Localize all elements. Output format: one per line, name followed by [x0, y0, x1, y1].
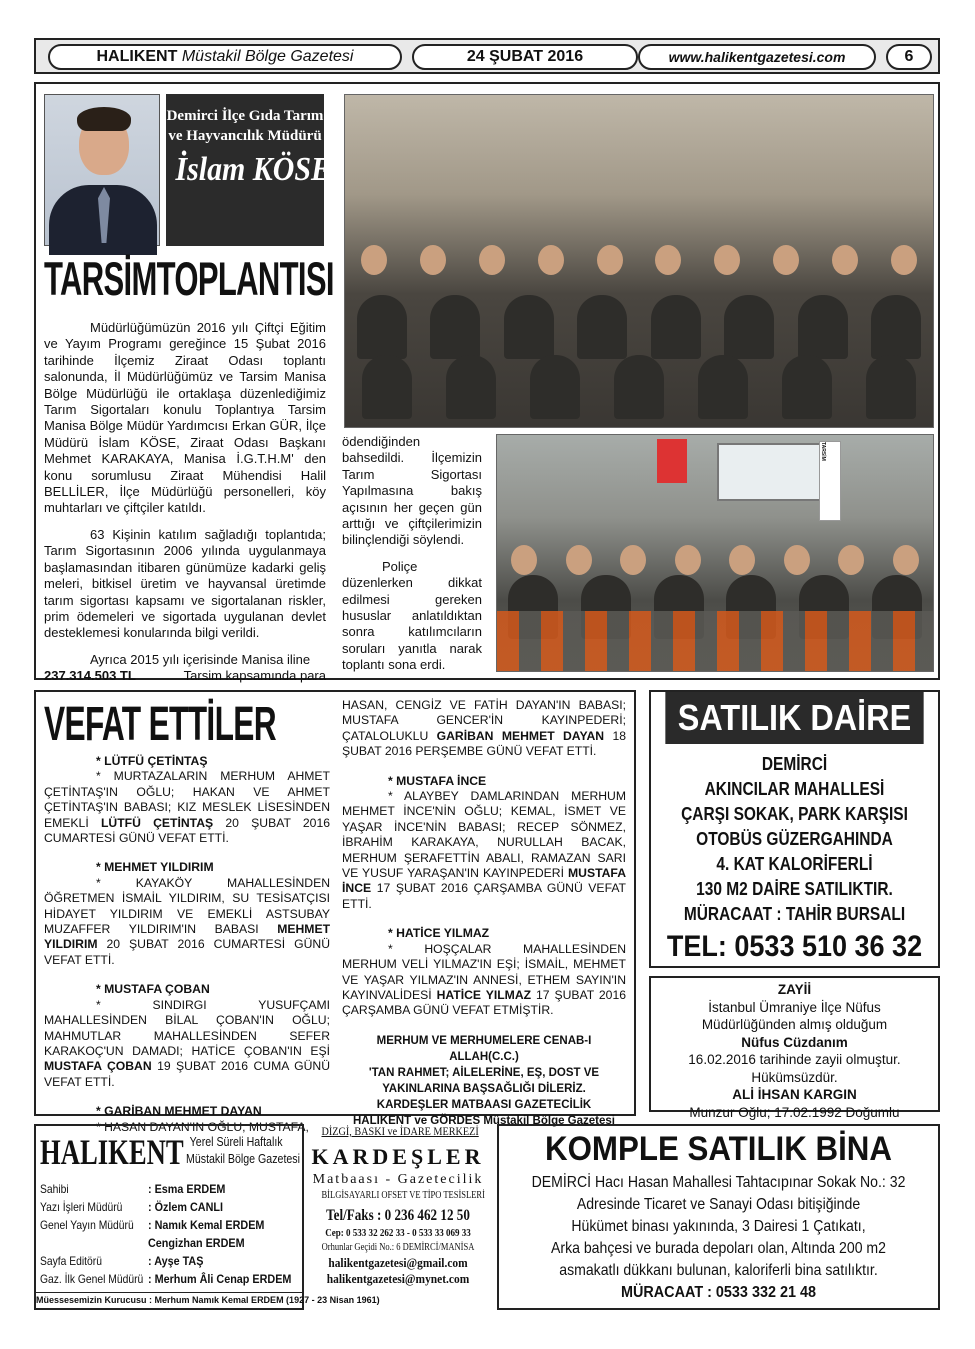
staff-row: Sahibi : Esma ERDEM — [40, 1182, 226, 1196]
obituary-entry — [44, 860, 330, 968]
printer-heading: DİZGİ, BASKI ve İDARE MERKEZİ — [321, 1124, 479, 1138]
founder-line: Müessesemizin Kurucusu : Merhum Namık Kemal ERDEM (1927 - 23 Nisan 1961) — [36, 1292, 302, 1308]
flag-icon — [657, 439, 687, 483]
printer-mobile[interactable]: Cep: 0 533 32 262 33 - 0 533 33 069 33 — [325, 1227, 471, 1239]
lost-notice-line: Hükümsüzdür. — [751, 1069, 838, 1085]
article-paragraph: ödendiğinden bahsedildi. İlçemizin Tarım Sigortası Yapılmasına bakış açısının her geçen gün arttığı ve çiftçilerimizin bilinçlendiği söylendi. — [342, 434, 482, 548]
lost-notice-owner: ALİ İHSAN KARGIN — [732, 1087, 857, 1102]
obituary-entry — [44, 982, 330, 1090]
staff-row: Yazı İşleri Müdürü : Özlem CANLI — [40, 1200, 224, 1214]
masthead-name: HALIKENT — [40, 1132, 184, 1172]
obituary-column-1 — [44, 754, 330, 1135]
building-sale-ad — [497, 1124, 940, 1310]
official-portrait — [44, 94, 160, 246]
masthead-subtitle: Yerel Süreli Haftalık Müstakil Bölge Gazetesi — [186, 1135, 300, 1166]
article-amount-line — [44, 668, 326, 684]
sale-ad-phone[interactable]: TEL: 0533 510 36 32 — [666, 930, 923, 963]
tarsim-article — [34, 82, 940, 684]
article-paragraph — [44, 652, 326, 668]
lost-notice-line: 16.02.2016 tarihinde zayii olmuştur. — [688, 1052, 901, 1067]
sale-ad-title: SATILIK DAİRE — [665, 692, 923, 744]
obituary-text: * HASAN DAYAN'IN OĞLU, MUSTAFA, — [96, 1119, 309, 1134]
masthead-box — [34, 1124, 380, 1310]
printer-info — [308, 1124, 488, 1310]
lost-notice-line: İstanbul Ümraniye İlçe Nüfus — [708, 999, 881, 1015]
tarsim-banner — [819, 441, 841, 521]
lost-notice-owner-info: Munzur Oğlu; 17.02.1992 Doğumlu — [689, 1104, 900, 1120]
building-ad-line: Hükümet binası yakınında, 3 Dairesi 1 Çatıkatı, — [571, 1218, 866, 1235]
obituary-text: * MURTAZALARIN MERHUM AHMET ÇETİNTAŞ'IN OĞLU; HAKAN VE AHMET ÇETİNTAŞ'IN BABASI; KIZ MESLEK LİSESİNDEN EMEKLİ LÜTFÜ ÇETİNTAŞ 20 ŞUBAT 2016 CUMARTESİ GÜNÜ VEFAT ETTİ. — [44, 769, 331, 846]
staff-row: Sayfa Editörü : Ayşe TAŞ — [40, 1254, 204, 1268]
article-column-2 — [342, 434, 482, 684]
article-amount: 237.314.503 TL — [44, 668, 136, 684]
obituary-text: * ALAYBEY DAMLARINDAN MERHUM MEHMET İNCE'NİN OĞLU; KEMAL, İSMET VE YAŞAR İNCE'NİN BABASI; RECEP SÖNMEZ, İBRAHİM KARAKAYA, NURULLAH BACAK, MERHUM ŞERAFETTİN ABALI, RAMAZAN SARI VE YUSUF YARAŞAN'IN KAYINPEDERİ MUSTAFA İNCE 17 ŞUBAT 2016 ÇARŞAMBA GÜNÜ VEFAT ETTİ. — [342, 789, 627, 911]
staff-row: Genel Yayın Müdürü : Namık Kemal ERDEM — [40, 1218, 265, 1232]
obituary-entry-cont: HASAN, CENGİZ VE FATİH DAYAN'IN BABASI; MUSTAFA GENCER'İN KAYINPEDERİ; ÇATALOLUKLU GARİBAN MEHMET DAYAN 18 ŞUBAT 2016 PERŞEMBE GÜNÜ VEFAT ETTİ. — [342, 698, 627, 759]
obituary-name: * MUSTAFA ÇOBAN — [96, 982, 210, 997]
staff-list — [40, 1180, 302, 1288]
newspaper-brand — [48, 44, 402, 70]
printer-address: Orhunlar Geçidi No.: 6 DEMİRCİ/MANİSA — [321, 1242, 475, 1253]
website-link[interactable]: www.halikentgazetesi.com — [638, 44, 876, 70]
condolence-message: MERHUM VE MERHUMELERE CENAB-I ALLAH(C.C.) 'TAN RAHMET; AİLELERİNE, EŞ, DOST VE YAKINLARINA BAŞSAĞLIĞI DİLERİZ. KARDEŞLER MATBAASI GAZETECİLİK HALIKENT ve GÖRDES Müstakil Bölge Gazetesi — [352, 1034, 615, 1127]
sale-ad-details: DEMİRCİ AKINCILAR MAHALLESİ ÇARŞI SOKAK, PARK KARŞISI OTOBÜS GÜZERGAHINDA 4. KAT KALORİFERLİ 130 M2 DAİRE SATILIKTIR. MÜRACAAT : TAHİR BURSALI — [681, 754, 908, 924]
projection-screen — [717, 443, 827, 501]
printer-email[interactable]: halikentgazetesi@gmail.com — [328, 1255, 468, 1270]
apartment-sale-ad — [649, 690, 940, 968]
staff-row: Gaz. İlk Genel Müdürü : Merhum Âli Cenap ERDEM — [40, 1272, 292, 1286]
printer-email[interactable]: halikentgazetesi@mynet.com — [326, 1271, 470, 1286]
meeting-photo-audience — [344, 94, 934, 428]
printer-name: KARDEŞLER — [311, 1144, 485, 1169]
article-headline: TARSİMTOPLANTISI — [44, 252, 334, 305]
obituary-text: * SINDIRGI YUSUFÇAMI MAHALLESİNDEN BİLAL ÇOBAN'IN OĞLU; MAHMUTLAR MAHALLESİNDEN SEFER KARAKOÇ'UN DAMADI; HATİCE ÇOBAN'IN EŞİ MUSTAFA ÇOBAN 19 ŞUBAT 2016 CUMA GÜNÜ VEFAT ETTİ. — [44, 997, 330, 1089]
printer-facilities: BİLGİSAYARLI OFSET VE TİPO TESİSLERİ — [321, 1190, 485, 1201]
obituary-title: VEFAT ETTİLER — [44, 698, 276, 751]
page-header — [34, 38, 940, 74]
obituary-entry — [342, 926, 626, 1018]
staff-row: Cengizhan ERDEM — [148, 1236, 245, 1250]
obituary-name: * LÜTFÜ ÇETİNTAŞ — [96, 754, 208, 768]
lost-notice-title: ZAYİİ — [777, 982, 812, 997]
issue-date: 24 ŞUBAT 2016 — [412, 44, 638, 70]
building-ad-title: KOMPLE SATILIK BİNA — [545, 1130, 892, 1168]
article-paragraph: Müdürlüğümüzün 2016 yılı Çiftçi Eğitim ve Yayım Programı gereğince 15 Şubat 2016 tarihinde İlçemiz Ziraat Odası toplantı salonunda, İl Müdürlüğümüz ve Tarsim Manisa Bölge Müdürlüğü ile ortaklaşa düzenlediğimiz Tarım Sigortaları konulu Toplantıya Tarsim Manisa Bölge Müdür Yardımcısı Erkan GÜR, İlçe Müdürü İslam KÖSE, Ziraat Odası Başkanı Mehmet KARAKAYA, Manisa İ.G.T.H.M' den konu sorumlusu Ziraat Mühendisi Halil BELLİLER, İlçe Müdürlüğü personelleri, köy muhtarları ve çiftçiler katıldı. — [44, 320, 326, 516]
article-paragraph: 63 Kişinin katılım sağladığı toplantıda; Tarım Sigortasının 2006 yılında uygulanmaya başlamasından itibaren günümüze kadarki geliş meleri, bitkisel üretim ve hayvansal üretimde tarım sigortası kapsamı ve sigortalanan riskler, prim ödemeleri ve sigortada uygulanan devlet desteklemesi konularında bilgi verildi. — [44, 526, 326, 641]
obituary-text: * KAYAKÖY MAHALLESİNDEN ÖĞRETMEN İSMAİL YILDIRIM, SU TESİSATÇISI HİDAYET YILDIRIM VE EMEKLİ ASTSUBAY MUZAFFER YILDIRIM'IN BABASI MEHMET YILDIRIM 20 ŞUBAT 2016 CUMARTESİ GÜNÜ VEFAT ETTİ. — [44, 875, 331, 967]
brand-tagline: Müstakil Bölge Gazetesi — [181, 48, 354, 65]
building-ad-line: Adresinde Ticaret ve Sanayi Odası bitişiğinde — [576, 1196, 861, 1213]
obituary-name: * MUSTAFA İNCE — [388, 773, 487, 788]
obituary-entry — [44, 754, 330, 846]
official-name: İslam KÖSE — [175, 151, 331, 188]
building-ad-line: DEMİRCİ Hacı Hasan Mahallesi Tahtacıpınar Sokak No.: 32 — [531, 1174, 906, 1191]
obituary-name: * GARİBAN MEHMET DAYAN — [96, 1104, 262, 1119]
lost-notice-line: Müdürlüğünden almış olduğum — [701, 1017, 888, 1032]
tarsim-banner-text: TARSİM — [820, 442, 826, 461]
building-ad-line: Arka bahçesi ve burada depoları olan, Altında 200 m2 — [550, 1240, 887, 1257]
building-ad-contact[interactable]: MÜRACAAT : 0533 332 21 48 — [620, 1284, 817, 1301]
meeting-photo-presentation — [496, 434, 934, 672]
building-ad-line: asmakatlı dükkanı bulunan, kaloriferli bina satılıktır. — [559, 1262, 878, 1279]
article-paragraph-text: Ayrıca 2015 yılı içerisinde Manisa iline — [90, 651, 311, 667]
article-amount-cont: Tarsim kapsamında para — [183, 668, 326, 684]
lost-document-notice — [649, 976, 940, 1120]
page-number: 6 — [886, 44, 932, 70]
obituary-entry — [342, 774, 626, 913]
official-role: Demirci İlçe Gıda Tarım ve Hayvancılık Müdürü — [166, 108, 324, 144]
obituary-text: * HOŞÇALAR MAHALLESİNDEN MERHUM VELİ YILMAZ'IN EŞİ; İSMAİL, MEHMET VE YAŞAR YILMAZ'IN ANNESİ, ETHEM SAYIN'IN KAYINVALİDESİ HATİCE YILMAZ 17 ŞUBAT 2016 ÇARŞAMBA GÜNÜ VEFAT ETMİŞTİR. — [342, 941, 627, 1018]
official-title-box — [166, 94, 331, 246]
article-paragraph: Poliçe düzenlerken dikkat edilmesi gereken hususlar anlatıldıktan sonra katılımcıların soruları yanıtla narak toplantı sona erdi. — [342, 558, 482, 673]
obituary-name: * HATİCE YILMAZ — [388, 926, 490, 941]
obituary-name: * MEHMET YILDIRIM — [96, 860, 214, 875]
article-column-1 — [44, 320, 326, 685]
printer-phone[interactable]: Tel/Faks : 0 236 462 12 50 — [326, 1207, 470, 1224]
obituary-column-2 — [342, 698, 626, 1129]
printer-subtitle: Matbaası - Gazetecilik — [312, 1172, 484, 1187]
lost-notice-doc: Nüfus Cüzdanım — [741, 1034, 848, 1050]
brand-name: HALIKENT — [96, 48, 178, 65]
